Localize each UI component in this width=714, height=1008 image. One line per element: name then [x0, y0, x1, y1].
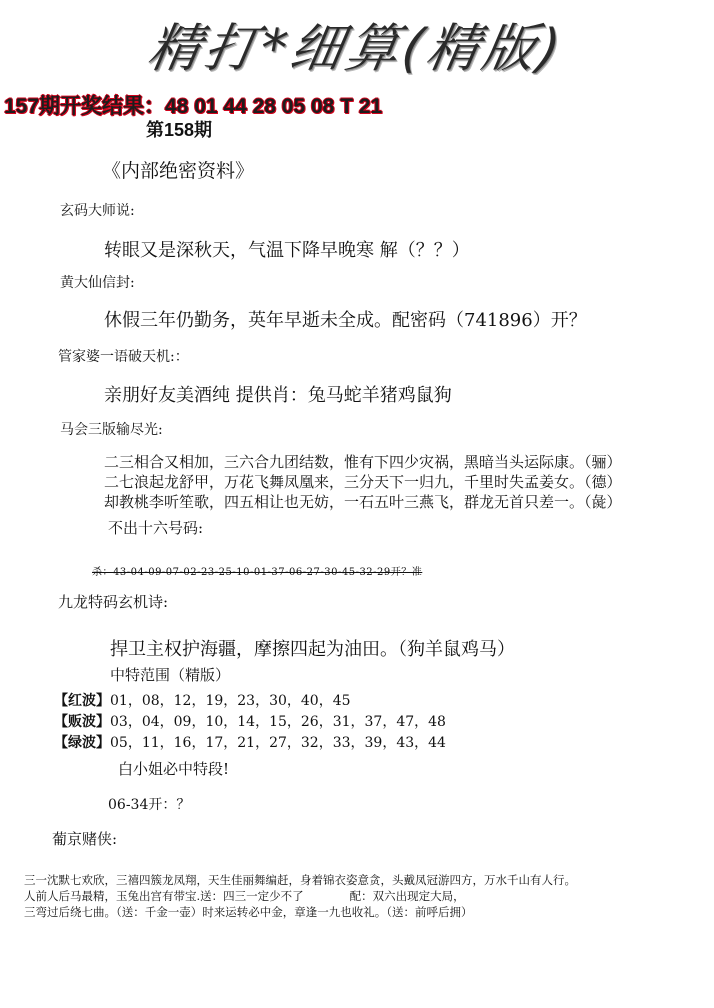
- range-label: 中特范围（精版）: [110, 666, 231, 684]
- banner-title: 精打*细算(精版): [143, 19, 569, 79]
- red-wave-tag: 【红波】: [54, 693, 110, 709]
- mahui-line: 二三相合又相加，三六合九团结数，惟有下四少灾祸，黑暗当头运际康。（骊）: [104, 453, 622, 471]
- draw-result: 157期开奖结果：48 01 44 28 05 08 T 21: [4, 95, 383, 118]
- red-wave-row: [54, 690, 351, 710]
- gambler-label: 葡京赌侠:: [52, 830, 118, 848]
- butler-label: 管家婆一语破天机:：: [58, 349, 189, 365]
- secret-title: 《内部绝密资料》: [102, 160, 255, 182]
- footer-line: 三弯过后绕七曲。（送：千金一壶）时来运转必中金，章逢一九也收礼。（送：前呼后拥）: [24, 905, 473, 919]
- red-wave-numbers: 01，08，12，19，23，30，40，45: [110, 693, 351, 709]
- mahui-label: 马会三版输尽光:: [60, 422, 163, 438]
- mahui-line: 却教桃李听笙歌，四五相让也无妨，一石五叶三燕飞，群龙无首只差一。（彘）: [104, 493, 622, 511]
- huang-label: 黄大仙信封:: [60, 275, 135, 291]
- master-text: 转眼又是深秋天，气温下降早晚寒 解（？？）: [104, 240, 470, 261]
- jiulong-label: 九龙特码玄机诗:: [58, 593, 169, 611]
- green-wave-numbers: 05，11，16，17，21，27，32，33，39，43，44: [110, 735, 446, 751]
- butler-text: 亲朋好友美酒纯 提供肖：兔马蛇羊猪鸡鼠狗: [104, 385, 452, 406]
- blue-wave-row: [54, 711, 446, 731]
- green-wave-row: [54, 732, 446, 752]
- blue-wave-tag: 【贩波】: [54, 714, 110, 730]
- issue-number: 第158期: [146, 120, 213, 140]
- footer-line: 三一沈默七欢欣，三禧四簇龙凤翔，天生佳丽舞编赶，身着锦衣姿意贪，头戴凤冠游四方，万水千山有人行。: [24, 873, 576, 887]
- huang-text: 休假三年仍勤务，英年早逝未全成。配密码（741896）开？: [104, 310, 587, 331]
- mahui-line: 二七浪起龙舒甲，万花飞舞凤凰来，三分天下一归九，千里时失孟姜女。（德）: [104, 473, 622, 491]
- range-result: 06-34开：？: [108, 797, 191, 813]
- master-label: 玄码大师说:: [60, 203, 135, 219]
- jiulong-text: 捍卫主权护海疆，摩擦四起为油田。（狗羊鼠鸡马）: [110, 639, 515, 660]
- footer-line: 人前人后马最精，玉兔出宫有带宝.送：四三一定少不了 配：双六出现定大局，: [24, 889, 465, 903]
- blue-wave-numbers: 03，04，09，10，14，15，26，31，37，47，48: [110, 714, 446, 730]
- white-lady-text: 白小姐必中特段!: [118, 760, 230, 778]
- no16-label: 不出十六号码:: [108, 519, 204, 537]
- green-wave-tag: 【绿波】: [54, 735, 110, 751]
- kill-numbers: 杀：43-04-09-07-02-23-25-10-01-37-06-27-30-45-32-29开？准: [92, 567, 423, 578]
